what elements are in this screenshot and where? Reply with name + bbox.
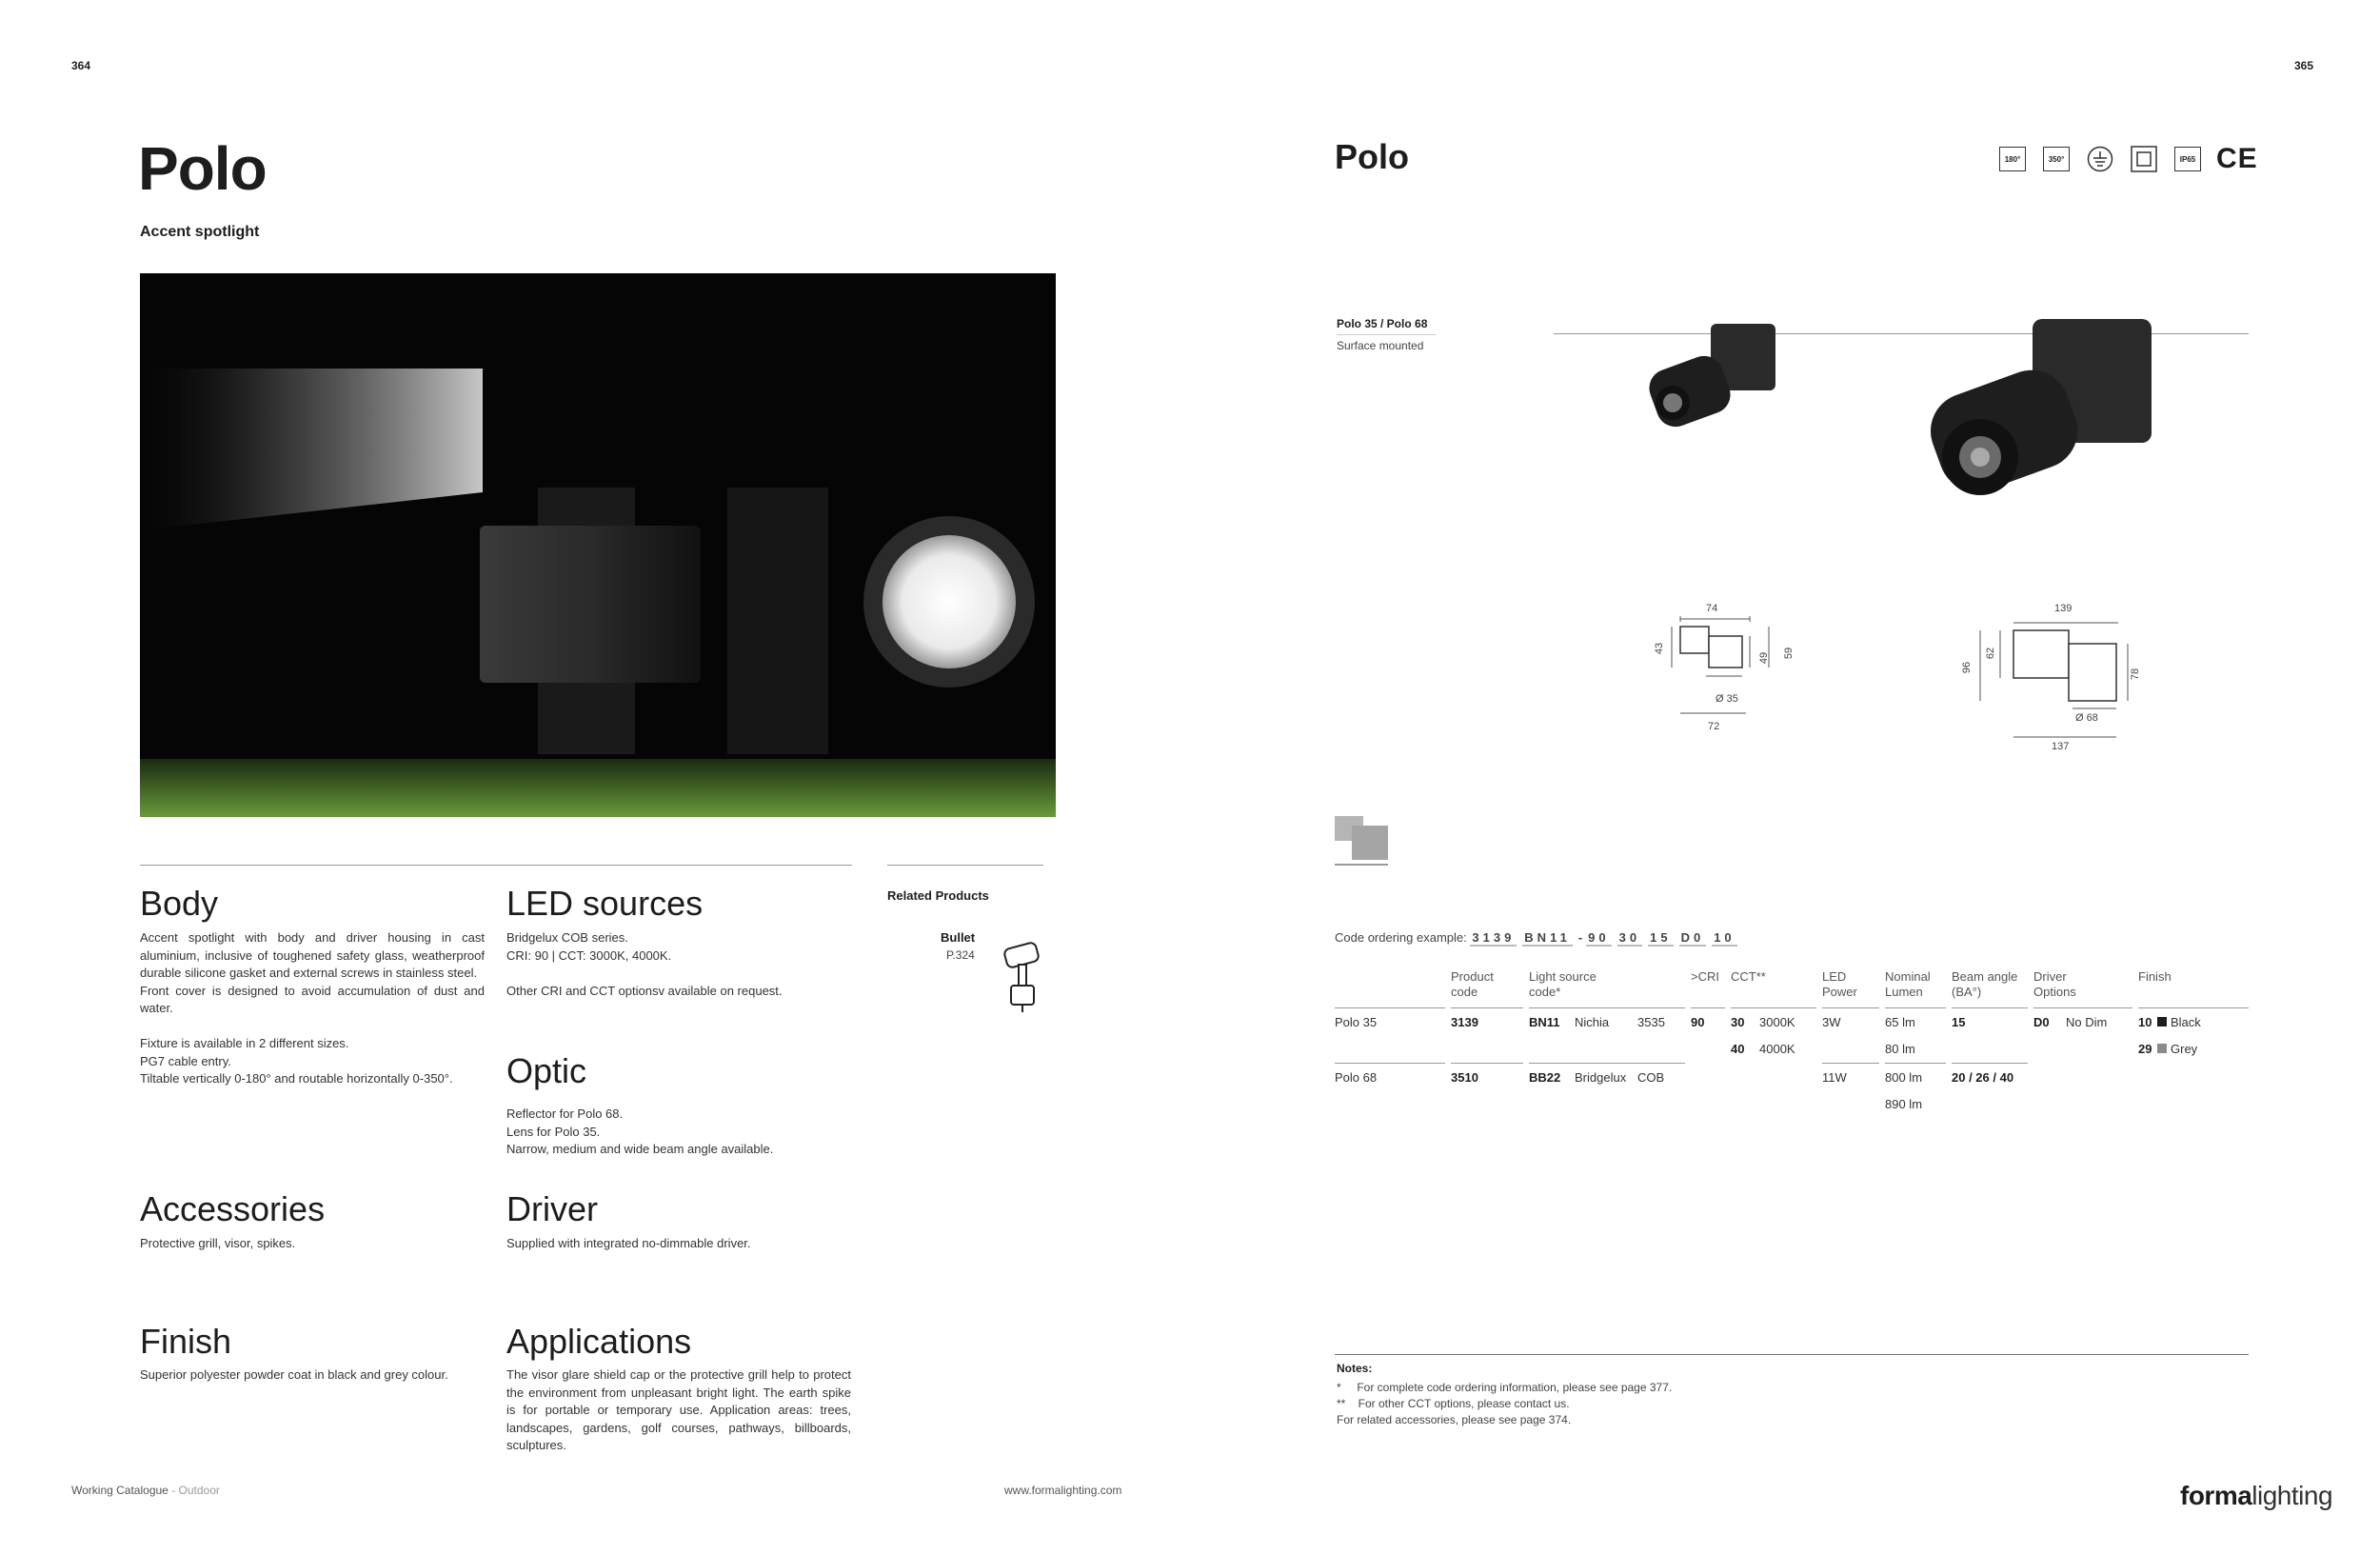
divider bbox=[1885, 1063, 1946, 1064]
mount-type: Surface mounted bbox=[1337, 339, 1424, 352]
header-led-power: LED Power bbox=[1822, 969, 1857, 999]
ip65-icon: IP65 bbox=[2174, 147, 2201, 171]
driver-text: Supplied with integrated no-dimmable driver. bbox=[506, 1236, 751, 1250]
divider bbox=[1451, 1063, 1523, 1064]
code-seg-source: BN11 bbox=[1524, 930, 1571, 945]
dim-small-diameter: Ø 35 bbox=[1716, 693, 1738, 705]
rotate-350-icon: 350° bbox=[2043, 147, 2070, 171]
row3-code: 3510 bbox=[1451, 1070, 1478, 1085]
polo-35-render bbox=[1642, 319, 1795, 438]
header-lumen: Nominal Lumen bbox=[1885, 969, 1931, 999]
footer-url[interactable]: www.formalighting.com bbox=[1004, 1484, 1122, 1497]
row3-beam: 20 / 26 / 40 bbox=[1952, 1070, 2014, 1085]
row1-cri: 90 bbox=[1691, 1015, 1705, 1029]
header-driver: Driver Options bbox=[2033, 969, 2076, 999]
polo-35-dimension-drawing bbox=[1637, 595, 1818, 743]
note-2: ** For other CCT options, please contact us. bbox=[1337, 1397, 1570, 1410]
dim-large-top: 139 bbox=[2054, 603, 2073, 614]
divider bbox=[1731, 1007, 1816, 1008]
row1-driver-code: D0 bbox=[2033, 1015, 2050, 1029]
page-title: Polo bbox=[138, 134, 267, 203]
row1-ls-num: 3535 bbox=[1637, 1015, 1665, 1029]
row3-lumen: 800 lm bbox=[1885, 1070, 1923, 1085]
divider bbox=[1691, 1007, 1725, 1008]
divider bbox=[1335, 1354, 2249, 1355]
spec-table bbox=[1335, 969, 2249, 1131]
related-products-heading: Related Products bbox=[887, 888, 989, 903]
row1-cct: 3000K bbox=[1759, 1015, 1795, 1029]
row1-model: Polo 35 bbox=[1335, 1015, 1378, 1029]
divider bbox=[2138, 1007, 2249, 1008]
row4-lumen: 890 lm bbox=[1885, 1097, 1923, 1111]
divider bbox=[1337, 334, 1436, 335]
header-cct: CCT** bbox=[1731, 969, 1766, 984]
dim-large-diameter: Ø 68 bbox=[2075, 712, 2098, 724]
row1-power: 3W bbox=[1822, 1015, 1841, 1029]
footer-separator: - bbox=[171, 1484, 176, 1497]
applications-text: The visor glare shield cap or the protective grill help to protect the environment from unpleasant bright light. The earth spike is for portable or temporary use. Application areas: trees, landscapes, gardens, golf courses, pathways, billboards, sculptures. bbox=[506, 1367, 851, 1452]
finish-text: Superior polyester powder coat in black and grey colour. bbox=[140, 1367, 448, 1382]
row1-code: 3139 bbox=[1451, 1015, 1478, 1029]
dim-small-bottom: 72 bbox=[1708, 721, 1720, 732]
row1-beam: 15 bbox=[1952, 1015, 1966, 1029]
note-1: * For complete code ordering information, please see page 377. bbox=[1337, 1381, 1673, 1394]
divider bbox=[1822, 1007, 1879, 1008]
grey-swatch bbox=[2157, 1044, 2167, 1053]
product-photo bbox=[140, 273, 1056, 817]
footer-category: Outdoor bbox=[178, 1484, 220, 1497]
driver-heading: Driver bbox=[506, 1189, 598, 1228]
double-insulation-icon bbox=[2131, 146, 2157, 177]
notes-heading: Notes: bbox=[1337, 1362, 1373, 1375]
mount-models: Polo 35 / Polo 68 bbox=[1337, 317, 1428, 330]
polo-68-dimension-drawing bbox=[1966, 609, 2156, 757]
code-example-label: Code ordering example: bbox=[1335, 930, 1467, 945]
divider bbox=[1451, 1007, 1523, 1008]
polo-68-render bbox=[1923, 314, 2161, 509]
divider bbox=[2033, 1007, 2132, 1008]
page-number-right: 365 bbox=[2294, 59, 2314, 72]
row2-cct: 4000K bbox=[1759, 1042, 1795, 1056]
earth-icon bbox=[2087, 146, 2113, 177]
row1-finish: Black bbox=[2171, 1015, 2201, 1029]
related-product-name[interactable]: Bullet bbox=[941, 930, 976, 945]
accessories-text: Protective grill, visor, spikes. bbox=[140, 1236, 296, 1250]
dim-small-mid: 49 bbox=[1758, 651, 1771, 665]
code-seg-dash: - bbox=[1577, 930, 1583, 945]
dim-small-left: 43 bbox=[1654, 642, 1666, 655]
code-seg-product: 3139 bbox=[1472, 930, 1516, 945]
bullet-product-icon[interactable] bbox=[1000, 938, 1047, 1017]
dim-large-left: 96 bbox=[1961, 661, 1973, 674]
row2-cct-code: 40 bbox=[1731, 1042, 1745, 1056]
code-seg-cct: 30 bbox=[1618, 930, 1641, 945]
header-cri: >CRI bbox=[1691, 969, 1719, 984]
row1-cct-code: 30 bbox=[1731, 1015, 1745, 1029]
code-seg-cri: 90 bbox=[1588, 930, 1610, 945]
dim-large-right: 78 bbox=[2130, 668, 2142, 681]
finish-heading: Finish bbox=[140, 1322, 232, 1361]
header-finish: Finish bbox=[2138, 969, 2172, 984]
divider bbox=[1822, 1063, 1879, 1064]
row1-ls-name: Nichia bbox=[1575, 1015, 1610, 1029]
optic-text: Reflector for Polo 68. Lens for Polo 35. Narrow, medium and wide beam angle available. bbox=[506, 1106, 774, 1156]
header-light-source: Light source code* bbox=[1529, 969, 1597, 999]
code-seg-finish: 10 bbox=[1714, 930, 1735, 945]
divider bbox=[1335, 1007, 1445, 1008]
row1-ls-code: BN11 bbox=[1529, 1015, 1560, 1029]
code-seg-beam: 15 bbox=[1650, 930, 1672, 945]
dim-large-mid: 62 bbox=[1985, 647, 1997, 660]
body-text: Accent spotlight with body and driver housing in cast aluminium, inclusive of toughened safety glass, weatherproof durable silicone gasket and external screws in stainless steel. Front cover is designed to avoid accumulation of dust and water. Fixture is available in 2 different sizes. PG7 cable entry. Tiltable vertically 0-180° and routable horizontally 0-350°. bbox=[140, 930, 485, 1086]
brand-logo bbox=[2180, 1481, 2332, 1511]
row3-ls-name: Bridgelux bbox=[1575, 1070, 1627, 1085]
divider bbox=[1335, 1063, 1445, 1064]
surface-mount-icon bbox=[1335, 816, 1388, 870]
row1-finish-code: 10 bbox=[2138, 1015, 2152, 1029]
note-3: For related accessories, please see page 374. bbox=[1337, 1413, 1572, 1426]
code-seg-driver: D0 bbox=[1680, 930, 1705, 945]
related-product-page: P.324 bbox=[946, 948, 975, 962]
row2-finish-code: 29 bbox=[2138, 1042, 2152, 1056]
ce-mark-icon: CE bbox=[2216, 143, 2258, 174]
brand-logo-light: lighting bbox=[2251, 1481, 2333, 1510]
footer-left bbox=[71, 1484, 220, 1497]
row2-finish: Grey bbox=[2171, 1042, 2198, 1056]
divider bbox=[1529, 1063, 1685, 1064]
page-number-left: 364 bbox=[71, 59, 91, 72]
row3-power: 11W bbox=[1822, 1070, 1847, 1085]
row3-ls-code: BB22 bbox=[1529, 1070, 1561, 1085]
led-heading: LED sources bbox=[506, 884, 704, 923]
page-subtitle: Accent spotlight bbox=[140, 224, 260, 240]
divider bbox=[1529, 1007, 1685, 1008]
row3-ls-num: COB bbox=[1637, 1070, 1665, 1085]
black-swatch bbox=[2157, 1017, 2167, 1027]
row1-driver: No Dim bbox=[2066, 1015, 2108, 1029]
header-product-code: Product code bbox=[1451, 969, 1494, 999]
optic-heading: Optic bbox=[506, 1051, 587, 1090]
body-heading: Body bbox=[140, 884, 219, 923]
led-text: Bridgelux COB series. CRI: 90 | CCT: 3000K, 4000K. Other CRI and CCT optionsv available on request. bbox=[506, 930, 783, 998]
divider bbox=[140, 865, 852, 866]
divider bbox=[1885, 1007, 1946, 1008]
tilt-180-icon: 180° bbox=[1999, 147, 2026, 171]
applications-heading: Applications bbox=[506, 1322, 692, 1361]
dim-small-top: 74 bbox=[1706, 603, 1718, 614]
code-example bbox=[1335, 930, 1743, 947]
row1-lumen: 65 lm bbox=[1885, 1015, 1915, 1029]
divider bbox=[1952, 1063, 2028, 1064]
accessories-heading: Accessories bbox=[140, 1189, 326, 1228]
header-beam-angle: Beam angle (BA°) bbox=[1952, 969, 2018, 999]
dim-small-right: 59 bbox=[1783, 647, 1795, 660]
brand-logo-bold: forma bbox=[2180, 1481, 2252, 1510]
row2-lumen: 80 lm bbox=[1885, 1042, 1915, 1056]
dim-large-bottom: 137 bbox=[2052, 741, 2070, 752]
footer-catalogue: Working Catalogue bbox=[71, 1484, 169, 1497]
right-title: Polo bbox=[1335, 137, 1409, 176]
divider bbox=[887, 865, 1043, 866]
row3-model: Polo 68 bbox=[1335, 1070, 1378, 1085]
divider bbox=[1952, 1007, 2028, 1008]
